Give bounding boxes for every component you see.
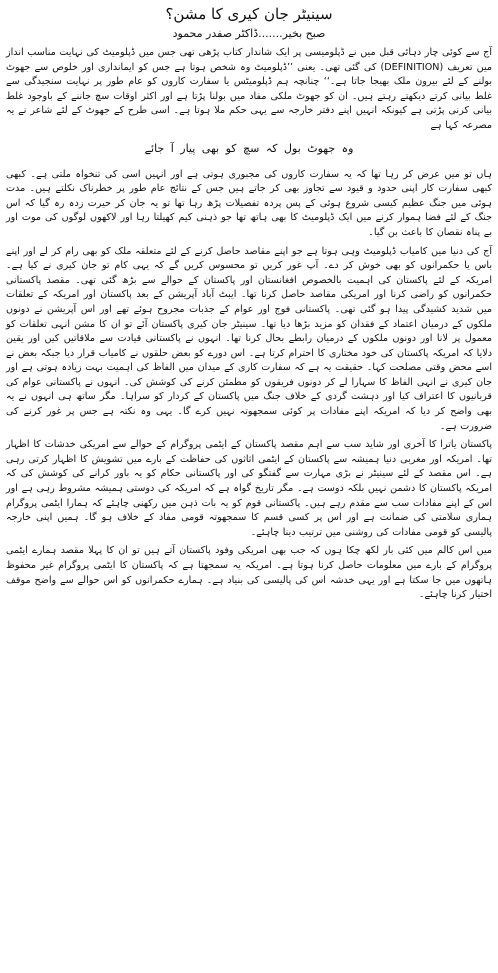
- article-paragraph: ہاں تو میں عرض کر رہا تھا کہ یہ سفارت کاروں کی مجبوری ہوتی ہے اور انہیں اسی کی تنخواہ ملتی ہے۔ کبھی کبھی سفارت کار اپنی حدود و قیود سے تجاوز بھی کر جاتے ہیں جس کے نتائج عام طور پر خطرناک نکلتے ہیں۔ مدت ہوئی میں جنگ عظیم کیسی شروع ہوئی کے پس پردہ تفصیلات پڑھ رہا تھا تو یہ جان کر حیرت زدہ رہ گیا کہ اس جنگ کے لئے فضا ہموار کرنے میں ایک ڈپلومیٹ کا بھی ہاتھ تھا جو ذہنی کیم کھیلتا رہا اور لاکھوں لوگوں کی موت اور بے پناہ نقصان کا باعث بن گیا۔: [6, 168, 492, 238]
- article-paragraph: آج سے کوئی چار دہائی قبل میں نے ڈپلومیسی پر ایک شاندار کتاب پڑھی تھی جس میں ڈپلومیٹ کی نہایت مناسب انداز میں تعریف (DEFINITION) کی گئی تھی۔ یعنی ’’ڈپلومیٹ وہ شخص ہوتا ہے جس کو ایمانداری اور خلوص سے جھوٹ بولنے کے لئے بیرون ملک بھیجا جاتا ہے۔‘‘ چنانچہ ہم ڈپلومیٹس یا سفارت کاروں کو عام طور پر نہایت سنجیدگی سے غلط بیانی کرتے دیکھتے رہتے ہیں۔ ان کو جھوٹ ملکی مفاد میں بولنا پڑتا ہے اور اکثر اوقات سچ جاننے کے باوجود غلط بیانی کرنی پڑتی ہے کیونکہ انہیں اپنے دفتر خارجہ سے یہی حکم ملا ہوتا ہے۔ اسی طرح کے جھوٹ کے لئے شاعر نے یہ مصرعہ کہا ہے: [6, 47, 492, 131]
- article-title: سینیٹر جان کیری کا مشن؟: [165, 5, 333, 23]
- article-paragraph: میں اس کالم میں کئی بار لکھ چکا ہوں کہ جب بھی امریکی وفود پاکستان آتے ہیں تو ان کا پہلا مقصد ہمارے ایٹمی پروگرام کے بارے میں معلومات حاصل کرنا ہوتا ہے۔ امریکہ یہ سمجھتا ہے کہ پاکستان کا ایٹمی پروگرام غیر محفوظ ہاتھوں میں جا سکتا ہے اور یہی خدشہ اس کی پالیسی کی بنیاد ہے۔ ہمارے حکمرانوں کو اس حوالے سے واضح موقف اختیار کرنا چاہئے۔: [6, 545, 492, 601]
- article-byline: صبح بخیر.......ڈاکٹر صفدر محمود: [172, 27, 326, 40]
- article-paragraph: پاکستان یاترا کا آخری اور شاید سب سے اہم مقصد پاکستان کے ایٹمی پروگرام کے حوالے سے امریکی خدشات کا اظہار تھا۔ امریکہ اور مغربی دنیا ہمیشہ سے پاکستان کے ایٹمی اثاثوں کی حفاظت کے بارے میں تشویش کا اظہار کرتی رہی ہے۔ اس مقصد کے لئے سینیٹر نے بڑی مہارت سے گفتگو کی اور پاکستانی حکام کو یہ باور کرانے کی کوشش کی کہ امریکہ پاکستان کا دشمن نہیں بلکہ دوست ہے۔ مگر تاریخ گواہ ہے کہ امریکہ کی دوستی ہمیشہ مشروط رہی ہے اور اس کے اپنے مفادات سب سے مقدم رہے ہیں۔ پاکستانی قوم کو یہ بات ذہن میں رکھنی چاہئے کہ ہمارا ایٹمی پروگرام ہماری سلامتی کی ضمانت ہے اور اس پر کسی قسم کا سمجھوتہ قومی مفاد کے خلاف ہو گا۔ ہمیں اپنی خارجہ پالیسی کو قومی مفادات کی روشنی میں ترتیب دینا چاہئے۔: [6, 439, 492, 538]
- poetry-couplet: وہ جھوٹ بول کہ سچ کو بھی پیار آ جائے: [144, 141, 354, 155]
- article-paragraph: آج کی دنیا میں کامیاب ڈپلومیٹ وہی ہوتا ہے جو اپنے مقاصد حاصل کرنے کے لئے متعلقہ ملک کو بھی رام کر لے اور اپنے باس یا حکمرانوں کو بھی خوش کر دے۔ آپ غور کریں تو محسوس کریں گے کہ یہی کام تو جان کیری نے کیا ہے۔ امریکہ کے لئے پاکستان کی اہمیت بالخصوص افغانستان اور پاکستان کے حوالے سے بڑھ گئی تھی۔ مقصد پاکستانی حکمرانوں کو راضی کرنا اور امریکی مقاصد حاصل کرنا تھا۔ ایبٹ آباد آپریشن کے بعد پاکستان اور امریکہ کے تعلقات میں شدید کشیدگی پیدا ہو گئی تھی۔ پاکستانی فوج اور عوام کے جذبات مجروح ہوئے تھے اور اس آپریشن نے دونوں ملکوں کے درمیان اعتماد کے فقدان کو مزید بڑھا دیا تھا۔ سینیٹر جان کیری پاکستان آئے تو ان کا مشن انہی تعلقات کو معمول پر لانا اور دونوں ملکوں کے درمیان رابطے بحال کرنا تھا۔ انہوں نے پاکستانی قیادت سے ملاقاتیں کیں اور یقین دلایا کہ امریکہ پاکستان کی خود مختاری کا احترام کرتا ہے۔ اس دورے کو بعض حلقوں نے کامیاب قرار دیا جبکہ بعض نے اسے محض وقتی مصلحت کہا۔ حقیقت یہ ہے کہ سفارت کاری کے میدان میں الفاظ کی اہمیت بہت زیادہ ہوتی ہے اور جان کیری نے انہی الفاظ کا سہارا لے کر دونوں فریقوں کو مطمئن کرنے کی کوشش کی۔ انہوں نے پاکستانی عوام کی قربانیوں کا اعتراف کیا اور دہشت گردی کے خلاف جنگ میں پاکستان کے کردار کو سراہا۔ مگر ساتھ ہی انہوں نے یہ بھی واضح کر دیا کہ امریکہ اپنے مفادات پر کوئی سمجھوتہ نہیں کرے گا۔ یہی وہ نکتہ ہے جس پر غور کرنے کی ضرورت ہے۔: [6, 245, 492, 432]
